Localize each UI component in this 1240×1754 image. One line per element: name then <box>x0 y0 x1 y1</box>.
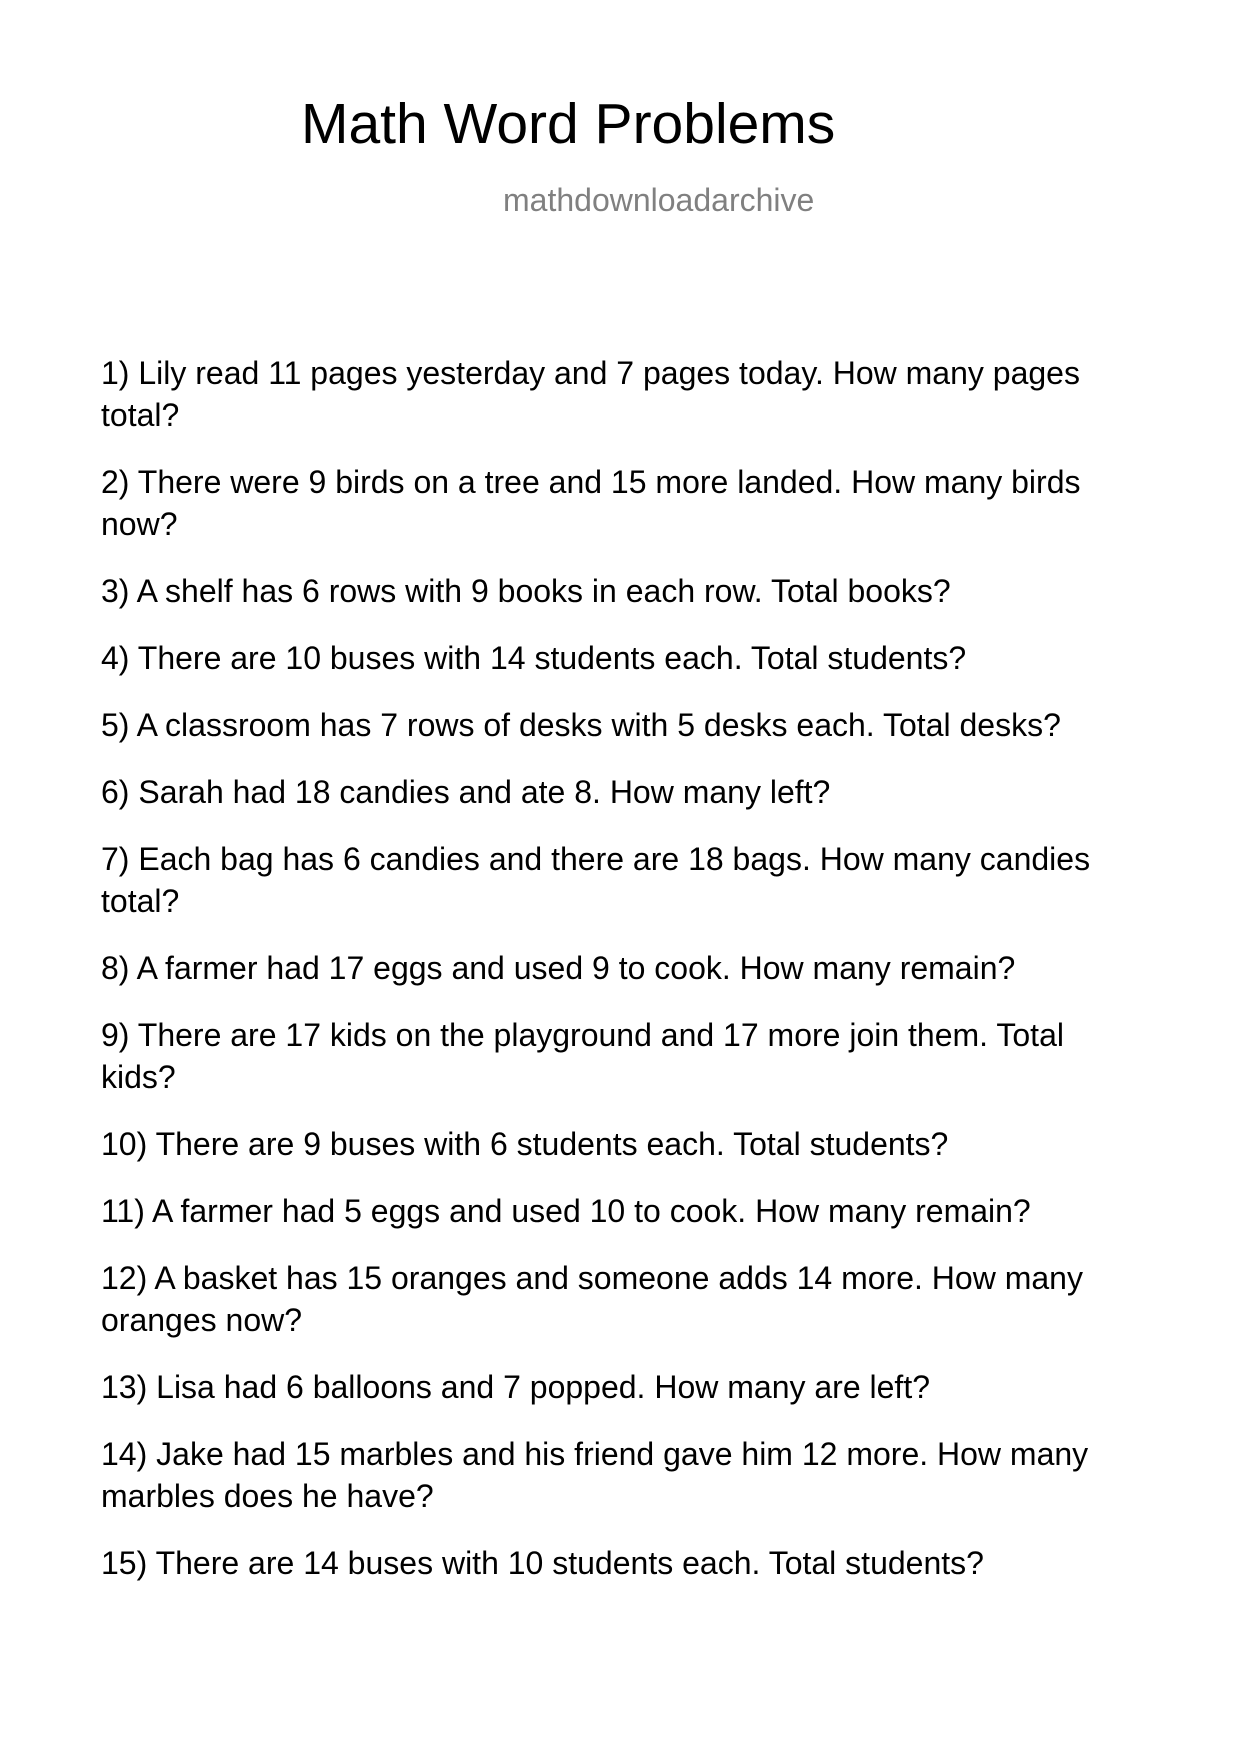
problem-item: 1) Lily read 11 pages yesterday and 7 pages today. How many pages total? <box>101 355 1080 433</box>
problem-item: 15) There are 14 buses with 10 students each. Total students? <box>101 1545 984 1581</box>
problem-item: 5) A classroom has 7 rows of desks with 5 desks each. Total desks? <box>101 707 1061 743</box>
problem-item: 11) A farmer had 5 eggs and used 10 to cook. How many remain? <box>101 1193 1031 1229</box>
problem-item: 4) There are 10 buses with 14 students each. Total students? <box>101 640 967 676</box>
problem-item: 14) Jake had 15 marbles and his friend gave him 12 more. How many marbles does he have? <box>101 1436 1089 1514</box>
problem-item: 13) Lisa had 6 balloons and 7 popped. How many are left? <box>101 1369 930 1405</box>
problem-item: 3) A shelf has 6 rows with 9 books in each row. Total books? <box>101 573 951 609</box>
problem-item: 12) A basket has 15 oranges and someone adds 14 more. How many oranges now? <box>101 1260 1083 1338</box>
problem-list <box>101 352 1141 1609</box>
page-subtitle: mathdownloadarchive <box>503 182 815 218</box>
problem-item: 9) There are 17 kids on the playground and 17 more join them. Total kids? <box>101 1017 1064 1095</box>
problem-item: 7) Each bag has 6 candies and there are 18 bags. How many candies total? <box>101 841 1091 919</box>
problem-item: 6) Sarah had 18 candies and ate 8. How many left? <box>101 774 831 810</box>
problem-item: 10) There are 9 buses with 6 students each. Total students? <box>101 1126 949 1162</box>
problem-item: 2) There were 9 birds on a tree and 15 more landed. How many birds now? <box>101 464 1081 542</box>
page-title: Math Word Problems <box>301 92 836 156</box>
problem-item: 8) A farmer had 17 eggs and used 9 to cook. How many remain? <box>101 950 1016 986</box>
